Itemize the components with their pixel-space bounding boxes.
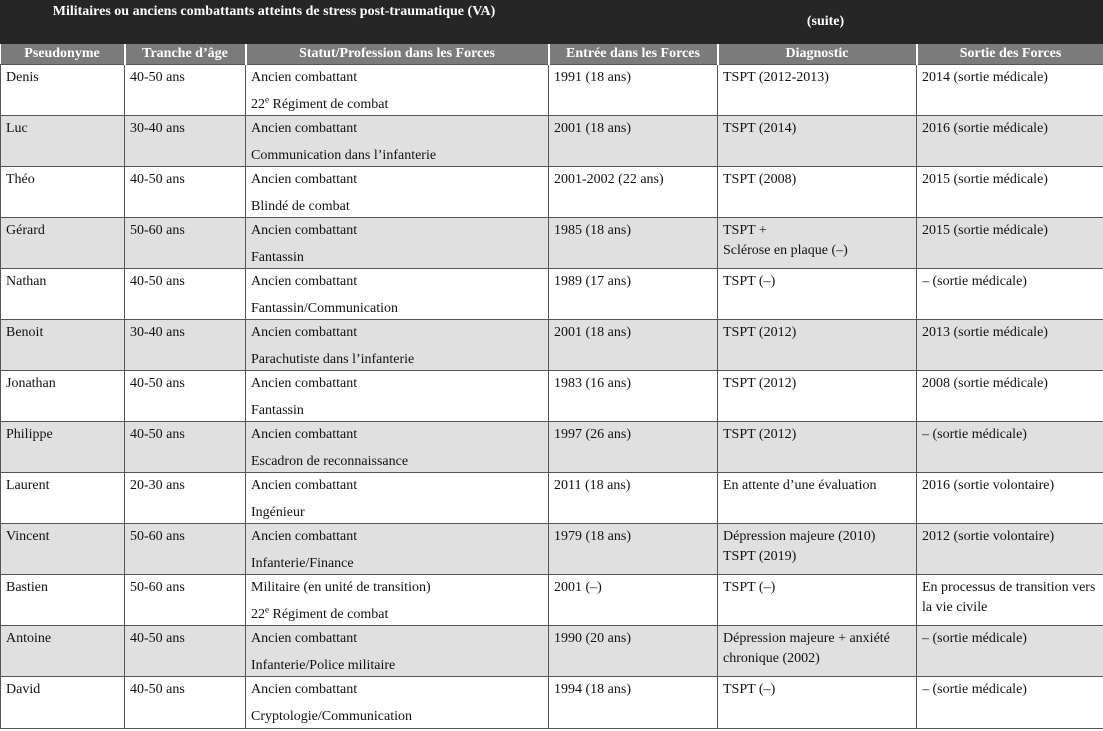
- cell-sortie: [917, 626, 1103, 677]
- age-text: 30-40 ans: [130, 325, 185, 340]
- entry-text: 1985 (18 ans): [554, 223, 631, 238]
- cell-diagnostic: [718, 575, 917, 626]
- pseudonyme-text: Laurent: [6, 478, 50, 493]
- cell-statut: [246, 167, 549, 218]
- table-row: [1, 626, 1103, 677]
- cell-statut: [246, 422, 549, 473]
- cell-entree: [549, 575, 718, 626]
- status-text: Ancien combattant: [251, 529, 358, 544]
- cell-entree: [549, 422, 718, 473]
- cell-sortie: [917, 65, 1103, 116]
- age-text: 40-50 ans: [130, 427, 185, 442]
- table-row: [1, 575, 1103, 626]
- cell-pseudonyme: [1, 218, 125, 269]
- diagnostic-text: TSPT (2012): [723, 325, 797, 340]
- exit-text: – (sortie médicale): [922, 427, 1027, 442]
- status-text: Ancien combattant: [251, 223, 358, 238]
- diagnostic-text: TSPT (2008): [723, 172, 797, 187]
- age-text: 40-50 ans: [130, 274, 185, 289]
- cell-tranche-age: [125, 473, 246, 524]
- cell-entree: [549, 167, 718, 218]
- cell-statut: [246, 65, 549, 116]
- participants-table: [0, 44, 1103, 729]
- cell-diagnostic: [718, 677, 917, 729]
- cell-pseudonyme: [1, 371, 125, 422]
- pseudonyme-text: Benoit: [6, 325, 44, 340]
- column-header-pseudonyme: Pseudonyme: [1, 44, 125, 65]
- table-banner: [0, 0, 1103, 44]
- banner-right-title: (suite): [806, 14, 845, 29]
- entry-text: 1979 (18 ans): [554, 529, 631, 544]
- entry-text: 1983 (16 ans): [554, 376, 631, 391]
- cell-tranche-age: [125, 167, 246, 218]
- cell-tranche-age: [125, 371, 246, 422]
- age-text: 40-50 ans: [130, 70, 185, 85]
- cell-pseudonyme: [1, 269, 125, 320]
- unit-text: Fantassin/Communication: [251, 301, 398, 316]
- table-body: [1, 65, 1103, 729]
- pseudonyme-text: Denis: [6, 70, 39, 85]
- cell-entree: [549, 269, 718, 320]
- exit-text: 2013 (sortie médicale): [922, 325, 1048, 340]
- cell-diagnostic: [718, 269, 917, 320]
- entry-text: 1989 (17 ans): [554, 274, 631, 289]
- status-text: Ancien combattant: [251, 325, 358, 340]
- cell-tranche-age: [125, 116, 246, 167]
- status-text: Ancien combattant: [251, 121, 358, 136]
- table-row: [1, 116, 1103, 167]
- entry-text: 1990 (20 ans): [554, 631, 631, 646]
- age-text: 50-60 ans: [130, 580, 185, 595]
- entry-text: 1997 (26 ans): [554, 427, 631, 442]
- cell-pseudonyme: [1, 575, 125, 626]
- cell-entree: [549, 65, 718, 116]
- exit-text: – (sortie médicale): [922, 274, 1027, 289]
- age-text: 20-30 ans: [130, 478, 185, 493]
- cell-sortie: [917, 473, 1103, 524]
- cell-pseudonyme: [1, 473, 125, 524]
- cell-diagnostic: [718, 116, 917, 167]
- entry-text: 2001 (18 ans): [554, 121, 631, 136]
- cell-diagnostic: [718, 65, 917, 116]
- exit-text: 2015 (sortie médicale): [922, 223, 1048, 238]
- status-text: Ancien combattant: [251, 274, 358, 289]
- exit-text: 2012 (sortie volontaire): [922, 529, 1055, 544]
- table-row: [1, 167, 1103, 218]
- exit-text: 2016 (sortie volontaire): [922, 478, 1055, 493]
- cell-sortie: [917, 116, 1103, 167]
- cell-pseudonyme: [1, 320, 125, 371]
- cell-sortie: [917, 320, 1103, 371]
- cell-sortie: [917, 371, 1103, 422]
- age-text: 30-40 ans: [130, 121, 185, 136]
- pseudonyme-text: Vincent: [6, 529, 50, 544]
- column-header-entree: Entrée dans les Forces: [549, 44, 718, 65]
- unit-text: Cryptologie/Communication: [251, 709, 412, 724]
- pseudonyme-text: Bastien: [6, 580, 48, 595]
- cell-tranche-age: [125, 65, 246, 116]
- unit-text: Communication dans l’infanterie: [251, 148, 437, 163]
- pseudonyme-text: Jonathan: [6, 376, 56, 391]
- table-row: [1, 65, 1103, 116]
- table-row: [1, 371, 1103, 422]
- status-text: Militaire (en unité de transition): [251, 580, 431, 595]
- pseudonyme-text: Nathan: [6, 274, 47, 289]
- cell-statut: [246, 269, 549, 320]
- status-text: Ancien combattant: [251, 478, 358, 493]
- cell-pseudonyme: [1, 422, 125, 473]
- unit-text: Ingénieur: [251, 505, 305, 520]
- exit-text: En processus de transition vers la vie civile: [922, 580, 1096, 615]
- cell-entree: [549, 626, 718, 677]
- cell-diagnostic: [718, 371, 917, 422]
- pseudonyme-text: Théo: [6, 172, 35, 187]
- cell-sortie: [917, 422, 1103, 473]
- table-row: [1, 218, 1103, 269]
- status-text: Ancien combattant: [251, 376, 358, 391]
- column-header-diagnostic: Diagnostic: [718, 44, 917, 65]
- column-header-statut: Statut/Profession dans les Forces: [246, 44, 549, 65]
- cell-statut: [246, 626, 549, 677]
- cell-diagnostic: [718, 218, 917, 269]
- column-header-tranche-age: Tranche d’âge: [125, 44, 246, 65]
- table-row: [1, 269, 1103, 320]
- diagnostic-text: TSPT (2012): [723, 376, 797, 391]
- pseudonyme-text: Antoine: [6, 631, 52, 646]
- diagnostic-text: TSPT (2012-2013): [723, 70, 829, 85]
- age-text: 40-50 ans: [130, 682, 185, 697]
- age-text: 50-60 ans: [130, 223, 185, 238]
- cell-entree: [549, 473, 718, 524]
- cell-tranche-age: [125, 524, 246, 575]
- cell-tranche-age: [125, 320, 246, 371]
- cell-tranche-age: [125, 218, 246, 269]
- cell-tranche-age: [125, 626, 246, 677]
- unit-text: Parachutiste dans l’infanterie: [251, 352, 415, 367]
- cell-diagnostic: [718, 422, 917, 473]
- entry-text: 1991 (18 ans): [554, 70, 631, 85]
- cell-pseudonyme: [1, 626, 125, 677]
- cell-pseudonyme: [1, 116, 125, 167]
- cell-statut: [246, 320, 549, 371]
- pseudonyme-text: Gérard: [6, 223, 45, 238]
- exit-text: – (sortie médicale): [922, 682, 1027, 697]
- cell-diagnostic: [718, 626, 917, 677]
- unit-text: 22e Régiment de combat: [251, 604, 389, 622]
- table-row: [1, 677, 1103, 729]
- unit-text: Fantassin: [251, 403, 304, 418]
- entry-text: 2001 (–): [554, 580, 602, 595]
- age-text: 50-60 ans: [130, 529, 185, 544]
- header-row: [1, 44, 1103, 65]
- status-text: Ancien combattant: [251, 70, 358, 85]
- cell-sortie: [917, 218, 1103, 269]
- diagnostic-text: TSPT (2014): [723, 121, 797, 136]
- cell-entree: [549, 677, 718, 729]
- cell-pseudonyme: [1, 65, 125, 116]
- diagnostic-text: TSPT (–): [723, 682, 776, 697]
- exit-text: – (sortie médicale): [922, 631, 1027, 646]
- cell-pseudonyme: [1, 677, 125, 729]
- cell-statut: [246, 116, 549, 167]
- cell-entree: [549, 320, 718, 371]
- cell-statut: [246, 575, 549, 626]
- cell-tranche-age: [125, 422, 246, 473]
- status-text: Ancien combattant: [251, 682, 358, 697]
- unit-text: 22e Régiment de combat: [251, 94, 389, 112]
- entry-text: 2001 (18 ans): [554, 325, 631, 340]
- unit-text: Escadron de reconnaissance: [251, 454, 409, 469]
- status-text: Ancien combattant: [251, 172, 358, 187]
- cell-sortie: [917, 167, 1103, 218]
- diagnostic-text: TSPT (–): [723, 274, 776, 289]
- cell-diagnostic: [718, 473, 917, 524]
- unit-text: Blindé de combat: [251, 199, 350, 214]
- table-row: [1, 524, 1103, 575]
- diagnostic-text: Dépression majeure + anxiété chronique (2002): [723, 631, 890, 666]
- cell-statut: [246, 371, 549, 422]
- cell-tranche-age: [125, 269, 246, 320]
- cell-sortie: [917, 677, 1103, 729]
- cell-entree: [549, 116, 718, 167]
- table-row: [1, 320, 1103, 371]
- age-text: 40-50 ans: [130, 376, 185, 391]
- age-text: 40-50 ans: [130, 172, 185, 187]
- table-row: [1, 422, 1103, 473]
- cell-statut: [246, 473, 549, 524]
- exit-text: 2016 (sortie médicale): [922, 121, 1048, 136]
- pseudonyme-text: Luc: [6, 121, 28, 136]
- cell-sortie: [917, 575, 1103, 626]
- diagnostic-text: TSPT (2012): [723, 427, 797, 442]
- table-row: [1, 473, 1103, 524]
- cell-sortie: [917, 524, 1103, 575]
- entry-text: 1994 (18 ans): [554, 682, 631, 697]
- diagnostic-text-2: Sclérose en plaque (–): [723, 243, 848, 258]
- cell-statut: [246, 218, 549, 269]
- cell-pseudonyme: [1, 167, 125, 218]
- diagnostic-text-2: TSPT (2019): [723, 549, 797, 564]
- cell-entree: [549, 524, 718, 575]
- cell-diagnostic: [718, 167, 917, 218]
- unit-text: Infanterie/Finance: [251, 556, 354, 571]
- unit-text: Fantassin: [251, 250, 304, 265]
- cell-tranche-age: [125, 575, 246, 626]
- entry-text: 2001-2002 (22 ans): [554, 172, 664, 187]
- entry-text: 2011 (18 ans): [554, 478, 631, 493]
- pseudonyme-text: David: [6, 682, 41, 697]
- cell-tranche-age: [125, 677, 246, 729]
- column-header-sortie: Sortie des Forces: [917, 44, 1103, 65]
- diagnostic-text: TSPT +: [723, 223, 767, 238]
- cell-statut: [246, 524, 549, 575]
- status-text: Ancien combattant: [251, 427, 358, 442]
- banner-left-title: Militaires ou anciens combattants atteints de stress post-traumatique (VA): [52, 4, 496, 19]
- cell-statut: [246, 677, 549, 729]
- unit-text: Infanterie/Police militaire: [251, 658, 396, 673]
- cell-pseudonyme: [1, 524, 125, 575]
- diagnostic-text: Dépression majeure (2010): [723, 529, 876, 544]
- exit-text: 2015 (sortie médicale): [922, 172, 1048, 187]
- age-text: 40-50 ans: [130, 631, 185, 646]
- cell-entree: [549, 218, 718, 269]
- pseudonyme-text: Philippe: [6, 427, 53, 442]
- diagnostic-text: TSPT (–): [723, 580, 776, 595]
- status-text: Ancien combattant: [251, 631, 358, 646]
- cell-diagnostic: [718, 524, 917, 575]
- cell-diagnostic: [718, 320, 917, 371]
- diagnostic-text: En attente d’une évaluation: [723, 478, 877, 493]
- exit-text: 2014 (sortie médicale): [922, 70, 1048, 85]
- cell-entree: [549, 371, 718, 422]
- cell-sortie: [917, 269, 1103, 320]
- exit-text: 2008 (sortie médicale): [922, 376, 1048, 391]
